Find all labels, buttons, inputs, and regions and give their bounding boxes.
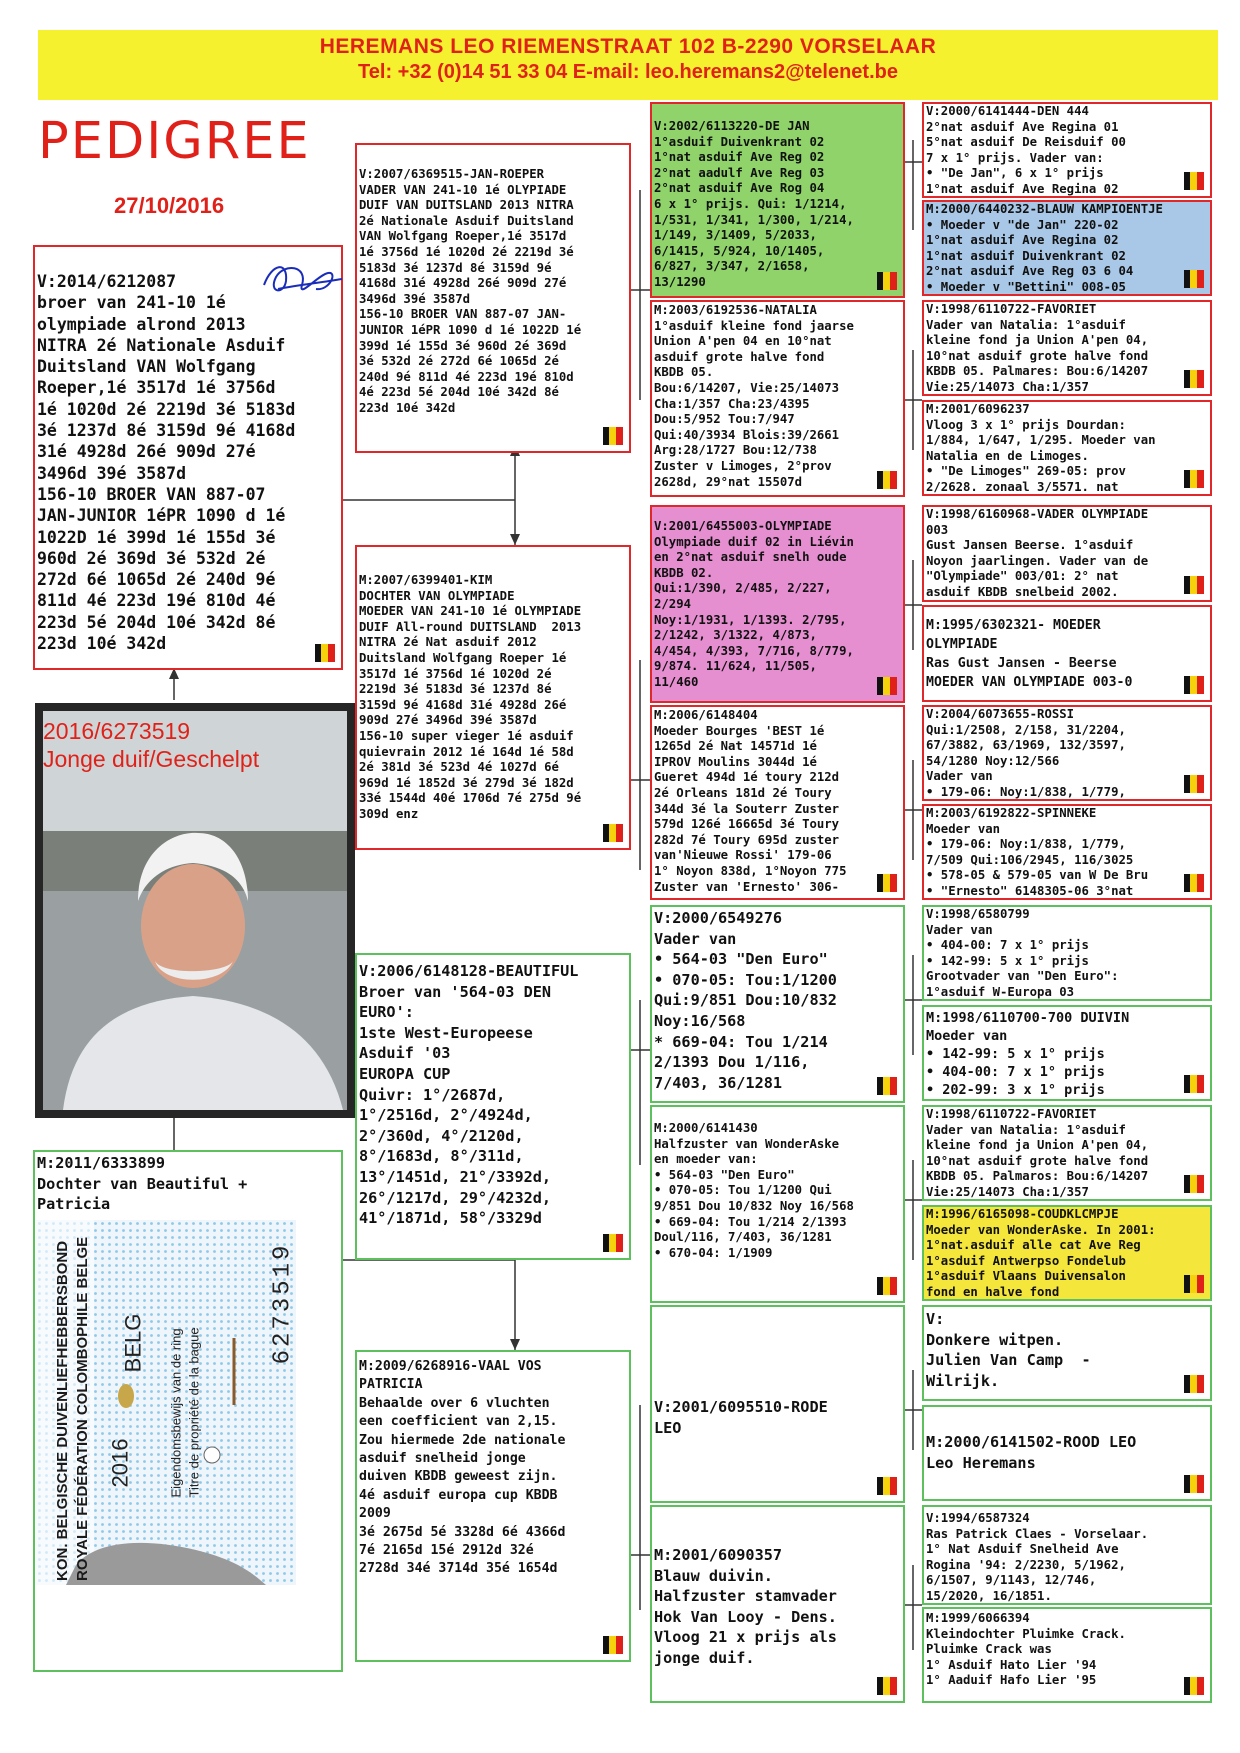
granddam-6090357-box [650,1505,905,1703]
ring-card-org-nl: KON. BELGISCHE DUIVENLIEFHEBBERSBOND [54,1240,71,1581]
gg-700-duivin-text: M:1998/6110700-700 DUIVIN Moeder van • 142-99: 5 x 1° prijs • 404-00: 7 x 1° prijs • 202-99: 3 x 1° prijs [926,1010,1130,1098]
gg-favoriet-box [922,300,1212,396]
granddam-6141430-text: M:2000/6141430 Halfzuster van WonderAske en moeder van: • 564-03 "Den Euro" • 070-05: Tou 1/1200 Qui 9/851 Dou 10/832 Noy 16/568 • 669-04: Tou 1/214 2/1393 Doul/116, 7/403, 36/1281 • 670-04: 1/1909 [654,1121,854,1260]
belgian-flag-icon [875,673,899,697]
gg-moeder-olympiade-text: M:1995/6302321- MOEDER OLYMPIADE Ras Gust Jansen - Beerse MOEDER VAN OLYMPIADE 003-0 [926,618,1133,690]
gg-6580799-text: V:1998/6580799 Vader van • 404-00: 7 x 1° prijs • 142-99: 5 x 1° prijs Grootvader van "Den Euro": 1°asduif W-Europa 03 [926,907,1119,999]
gg-coudklcmpje-box [922,1205,1212,1301]
gg-den444-box [922,102,1212,198]
ring-card-label-nl: Eigendomsbewijs van de ring [168,1328,184,1498]
ring-card-org-fr: ROYALE FÉDÉRATION COLOMBOPHILE BELGE [74,1236,91,1581]
gg-rood-leo-text: M:2000/6141502-ROOD LEO Leo Heremans [926,1433,1137,1472]
gg-favoriet2-text: V:1998/6110722-FAVORIET Vader van Natalia: 1°asduif kleine fond ja Union A'pen 04, 10°nat asduif grote halve fond KBDB 05. Palmaros: Bou:6/14207 Vie:25/14073 Cha:1/357 [926,1107,1149,1199]
belgian-flag-icon [1182,1371,1206,1395]
gg-6096237-text: M:2001/6096237 Vloog 3 x 1° prijs Dourdan: 1/884, 1/647, 1/295. Moeder van Natalia en de Limoges. • "De Limoges" 269-05: prov 2/2628. zonaal 3/5571. nat [926,402,1156,494]
gg-blauw-box [922,200,1212,296]
belgian-flag-icon [1182,572,1206,596]
belgian-flag-icon [1182,1471,1206,1495]
belgian-flag-icon [1182,1271,1206,1295]
page-title: PEDIGREE [38,112,311,171]
belgian-flag-icon [875,1473,899,1497]
belgian-flag-icon [1182,1673,1206,1697]
grandsire-6549276-text: V:2000/6549276 Vader van • 564-03 "Den Euro" • 070-05: Tou:1/1200 Qui:9/851 Dou:10/832 Noy:16/568 * 669-04: Tou 1/214 2/1393 Dou 1/116, 7/403, 36/1281 [654,909,837,1092]
gg-rossi-box [922,705,1212,801]
dam-kim-text: M:2007/6399401-KIM DOCHTER VAN OLYMPIADE MOEDER VAN 241-10 1é OLYMPIADE DUIF All-round DUITSLAND 2013 NITRA 2é Nat asduif 2012 Duitsland Wolfgang Roeper 1é 3517d 1é 3756d 1é 1020d 2é 2219d 3é 5183d 3é 1237d 8é 3159d 9é 4168d 31é 4928d 26é 909d 27é 3496d 39é 3587d 156-10 super vieger 1é asduif quievrain 2012 1é 164d 1é 58d 2é 381d 3é 523d 4é 1027d 6é 969d 1é 1852d 3é 279d 3é 182d 33é 1544d 40é 1706d 7é 275d 9é 309d enz [359,573,582,821]
gg-6587324-box [922,1505,1212,1605]
belgian-flag-icon [875,1073,899,1097]
belgian-lion-icon [118,1384,134,1408]
belgian-flag-icon [1182,672,1206,696]
ring-card-year: 2016 [107,1438,133,1488]
gg-6587324-text: V:1994/6587324 Ras Patrick Claes - Vorselaar. 1° Nat Asduif Snelheid Ave Rogina '94: 2/2230, 5/1962, 6/1507, 9/1143, 12/746, 15/2020, 16/1851. [926,1511,1149,1603]
gg-v-witpen-text: V: Donkere witpen. Julien Van Camp - Wilrijk. [926,1310,1091,1390]
sire-beautiful-box [355,953,631,1260]
ring-card-country: BELG [120,1313,146,1373]
gg-700-duivin-box [922,1005,1212,1101]
grandsire-de-jan-text: V:2002/6113220-DE JAN 1°asduif Duivenkrant 02 1°nat asduif Ave Reg 02 2°nat aadulf Ave Reg 03 2°nat asduif Ave Rog 04 6 x 1° prijs. Qui: 1/1214, 1/531, 1/341, 1/300, 1/214, 1/149, 3/1409, 5/2033, 6/1415, 5/924, 10/1405, 6/827, 3/347, 2/1658, 13/1290 [654,119,854,289]
ring-card-number: 6273519 [269,1242,297,1365]
belgian-flag-icon [1182,1171,1206,1195]
gg-blauw-text: M:2000/6440232-BLAUW KAMPIOENTJE • Moeder v "de Jan" 220-02 1°nat asduif Ave Regina 02 1°nat asduif Duivenkrant 02 2°nat asduif Ave Reg 03 6 04 • Moeder v "Bettini" 008-05 [926,202,1163,294]
signature [258,255,348,309]
belgian-flag-icon [1182,266,1206,290]
belgian-flag-icon [875,1673,899,1697]
granddam-6141430-box [650,1105,905,1303]
belgian-flag-icon [1182,466,1206,490]
grandsire-6549276-box [650,905,905,1103]
sire-beautiful-text: V:2006/6148128-BEAUTIFUL Broer van '564-03 DEN EURO': 1ste West-Europeese Asduif '03 EUROPA CUP Quivr: 1°/2687d, 1°/2516d, 2°/4924d, 2°/360d, 4°/2120d, 8°/1683d, 8°/311d, 13°/1451d, 21°/3392d, 26°/1217d, 29°/4232d, 41°/1871d, 58°/3329d [359,962,579,1228]
gg-6066394-text: M:1999/6066394 Kleindochter Pluimke Crack. Pluimke Crack was 1° Asduif Hato Lier '94 1° Aaduif Hafo Lier '95 [926,1611,1126,1688]
belgian-flag-icon [601,1632,625,1656]
gg-spinneke-text: M:2003/6192822-SPINNEKE Moeder van • 179-06: Noy:1/838, 1/779, 7/509 Qui:106/2945, 116/3025 • 578-05 & 579-05 van W De Bru • "Ernesto" 6148305-06 3°nat [926,806,1149,898]
grandsire-rode-leo-text: V:2001/6095510-RODE LEO [654,1398,828,1437]
photo-caption [43,717,259,773]
belgian-flag-icon [875,467,899,491]
gg-moeder-olympiade-box [922,605,1212,702]
belgian-flag-icon [1182,366,1206,390]
dam-patricia-text: M:2009/6268916-VAAL VOS PATRICIA Behaalde over 6 vluchten een coefficient van 2,15. Zou hiermede 2de nationale asduif snelheid jonge duiven KBDB geweest zijn. 4é asduif europa cup KBDB 2009 3é 2675d 5é 3328d 6é 4366d 7é 2165d 15é 2912d 32é 2728d 34é 3714d 35é 1654d [359,1359,566,1577]
gg-spinneke-box [922,804,1212,900]
gg-rossi-text: V:2004/6073655-ROSSI Qui:1/2508, 2/158, 31/2204, 67/3882, 63/1969, 132/3597, 54/1280 Noy:12/566 Vader van • 179-06: Noy:1/838, 1/779, [926,707,1126,799]
ring-ownership-card [36,1220,296,1585]
belgian-flag-icon [1182,771,1206,795]
breeder-address: HEREMANS LEO RIEMENSTRAAT 102 B-2290 VORSELAAR [319,35,937,58]
belgian-flag-icon [313,640,337,664]
gg-6580799-box [922,905,1212,1001]
gg-vader-olympiade-box [922,505,1212,602]
belgian-flag-icon [1182,168,1206,192]
gg-coudklcmpje-text: M:1996/6165098-COUDKLCMPJE Moeder van WonderAske. In 2001: 1°nat.asduif alle cat Ave Reg 1°asduif Antwerpso Fondelub 1°asduif Vlaans Duivensalon fond en halve fond [926,1207,1156,1299]
photo-ring-number: 2016/6273519 [43,718,191,744]
grandsire-de-jan-box [650,102,905,298]
breeder-contact: Tel: +32 (0)14 51 33 04 E-mail: leo.heremans2@telenet.be [358,61,898,83]
granddam-natalia-text: M:2003/6192536-NATALIA 1°asduif kleine fond jaarse Union A'pen 04 en 10°nat asduif grote halve fond KBDB 05. Bou:6/14207, Vie:25/14073 Cha:1/357 Cha:23/4395 Dou:5/952 Tou:7/947 Qui:40/3934 Blois:39/2661 Arg:28/1727 Bou:12/738 Zuster v Limoges, 2°prov 2628d, 29°nat 15507d [654,303,854,489]
belgian-flag-icon [875,1273,899,1297]
subject-dam-text: M:2011/6333899 Dochter van Beautiful + Patricia [37,1154,248,1214]
photo-description: Jonge duif/Geschelpt [43,746,260,772]
gg-rood-leo-box [922,1405,1212,1501]
belgian-flag-icon [601,1230,625,1254]
belgian-flag-icon [1182,870,1206,894]
belgian-flag-icon [601,820,625,844]
belgian-flag-icon [1182,1071,1206,1095]
belgian-flag-icon [875,870,899,894]
gg-6096237-box [922,400,1212,496]
grandsire-rode-leo-box [650,1305,905,1503]
belgian-flag-icon [601,423,625,447]
breeder-photo-frame [35,703,355,1118]
granddam-6090357-text: M:2001/6090357 Blauw duivin. Halfzuster stamvader Hok Van Looy - Dens. Vloog 21 x prijs als jonge duif. [654,1546,837,1667]
pedigree-date: 27/10/2016 [114,193,225,218]
dam-kim-box [355,545,631,850]
gg-favoriet-text: V:1998/6110722-FAVORIET Vader van Natalia: 1°asduif kleine fond ja Union A'pen 04, 10°nat asduif grote halve fond KBDB 05. Palmares: Bou:6/14207 Vie:25/14073 Cha:1/357 [926,302,1149,394]
grandsire-olympiade-text: V:2001/6455003-OLYMPIADE Olympiade duif 02 in Liévin en 2°nat asduif snelh oude KBDB 02. Qui:1/390, 2/485, 2/227, 2/294 Noy:1/1931, 1/1393. 2/795, 2/1242, 3/1322, 4/873, 4/454, 4/393, 7/716, 8/779, 9/874. 11/624, 11/505, 11/460 [654,519,854,689]
belgian-flag-icon [875,268,899,292]
gg-v-witpen-box [922,1305,1212,1401]
granddam-natalia-box [650,300,905,497]
sire-jan-roeper-box [355,143,631,453]
grandsire-olympiade-box [650,505,905,703]
granddam-6148404-text: M:2006/6148404 Moeder Bourges 'BEST 1é 1265d 2é Nat 14571d 1é IPROV Moulins 3044d 1é Gueret 494d 1é toury 212d 2é Orleans 181d 2é Toury 344d 3é la Souterr Zuster 579d 126é 16665d 3é Toury 282d 7é Toury 695d zuster van'Nieuwe Rossi' 179-06 1° Noyon 838d, 1°Noyon 775 Zuster van 'Ernesto' 306- [654,708,847,894]
ring-card-label-fr: Titre de propriété de la bague [186,1327,202,1498]
subject-sire-text: V:2014/6212087 broer van 241-10 1é olympiade alrond 2013 NITRA 2é Nationale Asduif Duitsland VAN Wolfgang Roeper,1é 3517d 1é 3756d 1é 1020d 2é 2219d 3é 5183d 3é 1237d 8é 3159d 9é 4168d 31é 4928d 26é 909d 27é 3496d 39é 3587d 156-10 BROER VAN 887-07 JAN-JUNIOR 1éPR 1090 d 1é 1022D 1é 399d 1é 155d 3é 960d 2é 369d 3é 532d 2é 272d 6é 1065d 2é 240d 9é 811d 4é 223d 19é 810d 4é 223d 5é 204d 10é 342d 8é 223d 10é 342d [37,272,296,654]
granddam-6148404-box [650,705,905,900]
gg-vader-olympiade-text: V:1998/6160968-VADER OLYMPIADE 003 Gust Jansen Beerse. 1°asduif Noyon jaarlingen. Vader van de "Olympiade" 003/01: 2° nat asduif KBDB snelbeid 2002. [926,507,1149,599]
dam-patricia-box [355,1350,631,1662]
gg-favoriet2-box [922,1105,1212,1201]
gg-den444-text: V:2000/6141444-DEN 444 2°nat asduif Ave Regina 01 5°nat asduif De Reisduif 00 7 x 1° prijs. Vader van: • "De Jan", 6 x 1° prijs 1°nat asduif Ave Regina 02 [926,104,1126,196]
sire-jan-roeper-text: V:2007/6369515-JAN-ROEPER VADER VAN 241-10 1é OLYPIADE DUIF VAN DUITSLAND 2013 NITRA 2é Nationale Asduif Duitsland VAN Wolfgang Roeper,1é 3517d 1é 3756d 1é 1020d 2é 2219d 3é 5183d 3é 1237d 8é 3159d 9é 4168d 31é 4928d 26é 909d 27é 3496d 39é 3587d 156-10 BROER VAN 887-07 JAN- JUNIOR 1éPR 1090 d 1é 1022D 1é 399d 1é 155d 3é 960d 2é 369d 3é 532d 2é 272d 6é 1065d 2é 240d 9é 811d 4é 223d 19é 810d 4é 223d 5é 204d 10é 342d 8é 223d 10é 342d [359,167,582,415]
gg-6066394-box [922,1607,1212,1703]
